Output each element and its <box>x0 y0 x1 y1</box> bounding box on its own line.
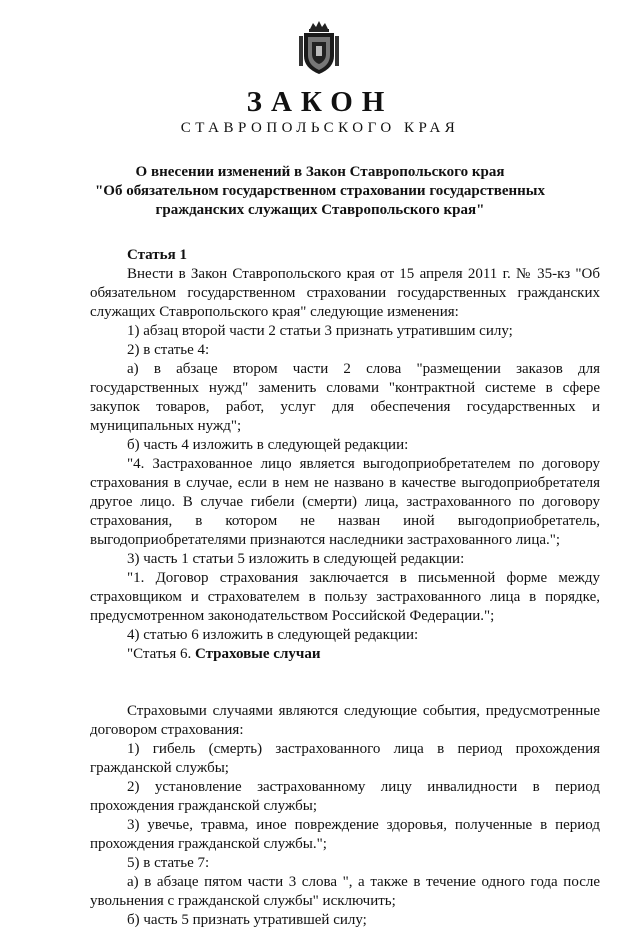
paragraph: б) часть 5 признать утратившей силу; <box>127 912 367 928</box>
paragraph: 2) в статье 4: <box>127 342 210 358</box>
heading-line: "Об обязательном государственном страховании государственных <box>94 183 545 199</box>
paragraph: "1. Договор страхования заключается в письменной форме между страховщиком и страхователем в пользу застрахованного лица в порядке, предусмотренном законодательством Российской Федерации."; <box>90 570 600 624</box>
article6-prefix: "Статья 6. <box>127 646 192 662</box>
paragraph: а) в абзаце пятом части 3 слова ", а также в течение одного года после увольнения с гражданской службы" исключить; <box>90 874 600 909</box>
paragraph: 2) установление застрахованному лицу инвалидности в период прохождения гражданской службы; <box>90 779 600 814</box>
article6-name: Страховые случаи <box>194 646 321 662</box>
document-heading <box>90 163 550 220</box>
paragraph: Страховыми случаями являются следующие события, предусмотренные договором страхования: <box>90 703 600 738</box>
law-title: ЗАКОН <box>246 86 394 118</box>
paragraph: 1) гибель (смерть) застрахованного лица в период прохождения гражданской службы; <box>90 741 600 776</box>
heading-line: гражданских служащих Ставропольского края" <box>155 202 485 218</box>
paragraph: Внести в Закон Ставропольского края от 15 апреля 2011 г. № 35-кз "Об обязательном государственном страховании государственных гражданских служащих Ставропольского края" следующие изменения: <box>90 266 600 320</box>
paragraph: 3) часть 1 статьи 5 изложить в следующей редакции: <box>127 551 465 567</box>
paragraph: "4. Застрахованное лицо является выгодоприобретателем по договору страхования в случае, если в нем не названо в качестве выгодоприобретателя другое лицо. В случае гибели (смерти) лица, застрахованного по договору страхования, в котором не назван иной выгодоприобретатель, выгодоприобретателями признаются наследники застрахованного лица."; <box>90 456 600 548</box>
paragraph: а) в абзаце втором части 2 слова "размещении заказов для государственных нужд" заменить словами "контрактной системе в сфере закупок товаров, работ, услуг для обеспечения государственных и муниципальных нужд"; <box>90 361 600 434</box>
paragraph: 1) абзац второй части 2 статьи 3 признать утратившим силу; <box>127 323 513 339</box>
paragraph: б) часть 4 изложить в следующей редакции: <box>127 437 409 453</box>
region-name: СТАВРОПОЛЬСКОГО КРАЯ <box>180 120 460 136</box>
paragraph: 4) статью 6 изложить в следующей редакции: <box>127 627 419 643</box>
document-body <box>90 246 600 930</box>
heading-line: О внесении изменений в Закон Ставропольского края <box>135 164 505 180</box>
article-title: Статья 1 <box>127 247 187 263</box>
article6-title <box>90 645 600 664</box>
paragraph: 3) увечье, травма, иное повреждение здоровья, полученные в период прохождения гражданской службы."; <box>90 817 600 852</box>
coat-of-arms-icon <box>296 20 342 76</box>
paragraph: 5) в статье 7: <box>127 855 210 871</box>
